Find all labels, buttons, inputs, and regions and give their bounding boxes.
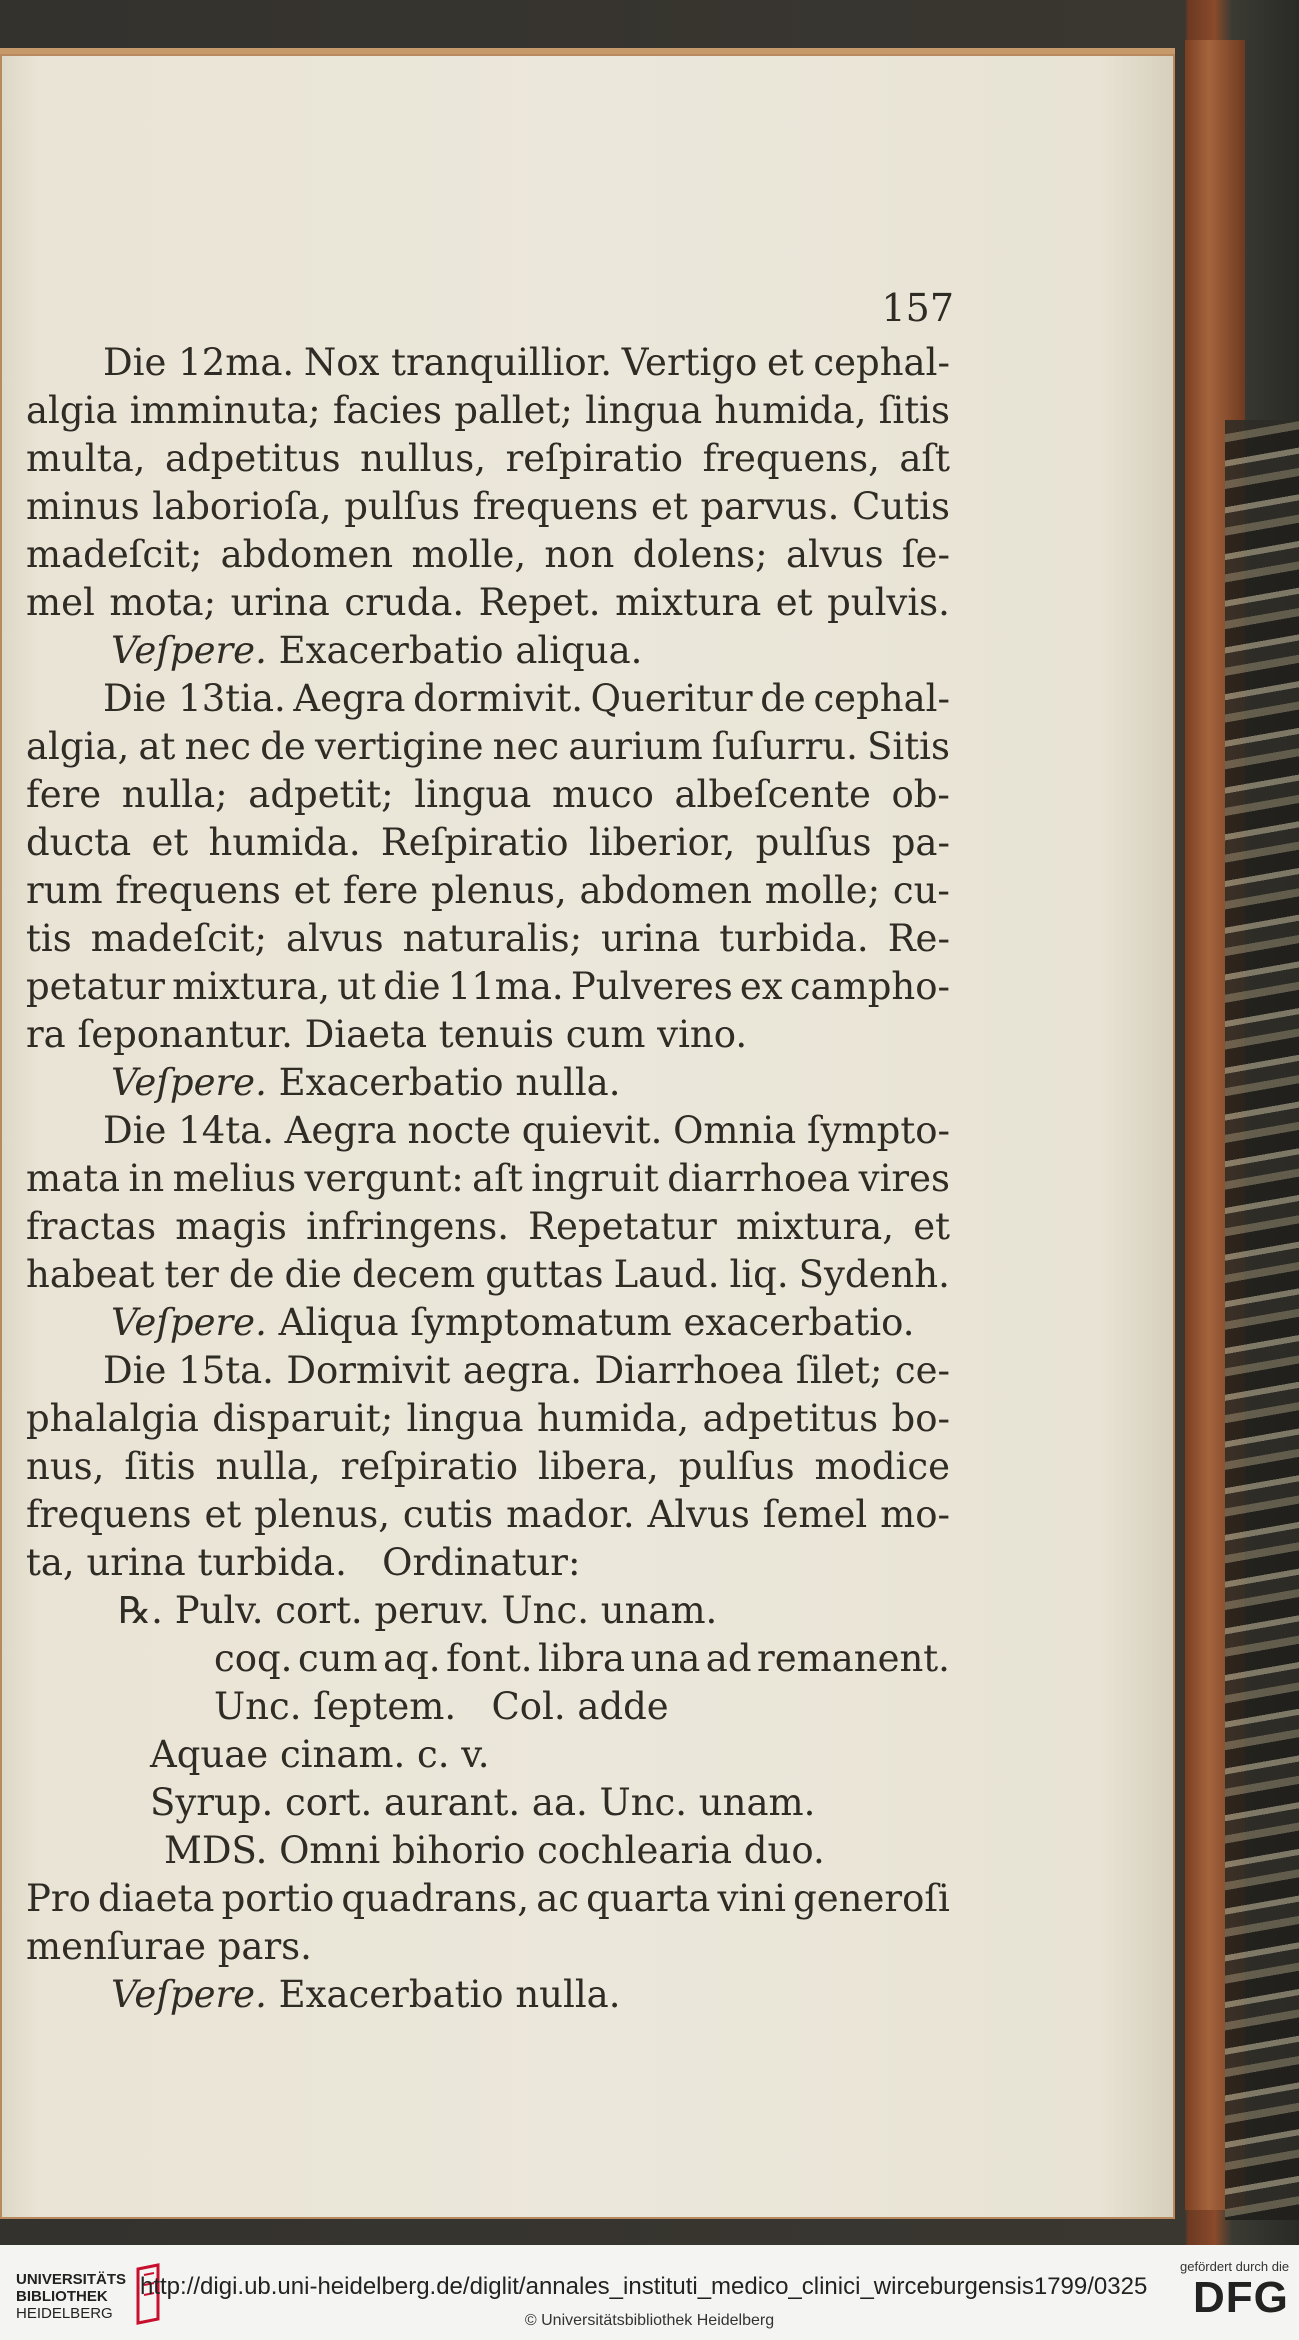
text-word: quievit. <box>521 1109 663 1152</box>
text-word: nec <box>492 725 560 768</box>
text-word: Ordinatur: <box>346 1541 581 1584</box>
library-name-line2: BIBLIOTHEK <box>16 2288 108 2305</box>
copyright-notice: © Universitätsbibliothek Heidelberg <box>524 2312 775 2329</box>
text-word: libra <box>537 1637 626 1680</box>
text-word: ſe- <box>901 533 950 576</box>
text-word: vertigine <box>315 725 484 768</box>
text-word: pulvis. <box>827 581 950 624</box>
text-word: vergunt: <box>304 1157 464 1200</box>
italic-label: Veſpere. <box>111 1973 267 2016</box>
text-word: ingruit <box>531 1157 659 1200</box>
text-word: menſurae pars. <box>26 1925 312 1968</box>
text-word: Alvus <box>647 1493 750 1536</box>
text-line <box>26 531 950 579</box>
text-word: alvus <box>785 533 884 576</box>
text-word: aq. <box>383 1637 441 1680</box>
text-word: lingua <box>585 389 703 432</box>
text-word: frequens <box>115 869 281 912</box>
text-word: mo- <box>880 1493 950 1536</box>
text-word: Sitis <box>867 725 950 768</box>
text-line <box>26 483 950 531</box>
text-word: die <box>383 965 441 1008</box>
text-word: ſitis <box>124 1445 196 1488</box>
text-line <box>26 915 950 963</box>
page-text <box>26 339 950 2019</box>
text-word: mixtura <box>615 581 762 624</box>
text-word: naturalis; <box>402 917 583 960</box>
text-word: petatur <box>26 965 165 1008</box>
text-word: Vertigo <box>621 341 758 384</box>
text-line <box>26 1827 950 1875</box>
text-word: turbida. <box>719 917 869 960</box>
text-word: ſemel <box>762 1493 868 1536</box>
text-word: 11ma. <box>447 965 564 1008</box>
text-word: reſpiratio <box>505 437 684 480</box>
text-line <box>26 1731 950 1779</box>
text-word: frequens <box>26 1493 192 1536</box>
text-line <box>26 1875 950 1923</box>
text-word: et <box>204 1493 242 1536</box>
text-line <box>26 963 950 1011</box>
text-word: pa- <box>891 821 950 864</box>
library-name-line3: HEIDELBERG <box>16 2305 113 2322</box>
text-word: Die 12ma. <box>103 341 295 384</box>
text-word: ac <box>536 1877 579 1920</box>
text-word: et <box>651 485 688 528</box>
text-word: vini <box>717 1877 786 1920</box>
text-line <box>26 1155 950 1203</box>
viewer-footer <box>0 2245 1299 2340</box>
text-word: imminuta; <box>129 389 321 432</box>
text-line <box>26 1395 950 1443</box>
text-word: frequens, <box>702 437 880 480</box>
text-word: et <box>766 341 804 384</box>
italic-label: Veſpere. <box>111 1301 267 1344</box>
text-word: vires <box>858 1157 950 1200</box>
text-word: multa, <box>26 437 146 480</box>
text-word: Omnia <box>673 1109 797 1152</box>
text-line <box>26 579 950 627</box>
text-word: Dormivit <box>286 1349 451 1392</box>
text-word: mixtura, <box>736 1205 895 1248</box>
italic-label: Veſpere. <box>111 1061 267 1104</box>
text-word: pulſus <box>755 821 872 864</box>
text-word: Aliqua ſymptomatum exacerbatio. <box>266 1301 915 1344</box>
text-word: ℞. Pulv. cort. peruv. Unc. unam. <box>118 1589 718 1632</box>
text-word: habeat <box>26 1253 155 1296</box>
text-line <box>26 1251 950 1299</box>
text-word: urina <box>230 581 330 624</box>
text-word: minus <box>26 485 140 528</box>
page-number: 157 <box>881 286 954 330</box>
text-word: ob- <box>891 773 950 816</box>
text-word: Re- <box>887 917 950 960</box>
text-word: aegra. <box>462 1349 583 1392</box>
text-word: madeſcit; <box>90 917 267 960</box>
text-line <box>26 339 950 387</box>
text-word: humida, <box>536 1397 690 1440</box>
text-word: disparuit; <box>212 1397 394 1440</box>
text-word: libera, <box>538 1445 659 1488</box>
text-word: mador. <box>506 1493 635 1536</box>
text-word: pulſus <box>344 485 461 528</box>
text-word: ex <box>739 965 783 1008</box>
text-word: Diarrhoea <box>594 1349 784 1392</box>
text-line <box>26 1491 950 1539</box>
text-word: ut <box>337 965 376 1008</box>
text-word: nulla; <box>121 773 228 816</box>
text-word: algia <box>26 389 118 432</box>
text-word: ſitis <box>878 389 950 432</box>
text-word: muco <box>551 773 654 816</box>
text-word: una <box>630 1637 701 1680</box>
text-word: de <box>260 725 306 768</box>
text-word: phalalgia <box>26 1397 199 1440</box>
text-word: facies <box>332 389 443 432</box>
book-page <box>0 48 1175 2219</box>
text-word: cutis <box>402 1493 494 1536</box>
text-word: nulla, <box>215 1445 321 1488</box>
text-word: madeſcit; <box>26 533 203 576</box>
text-word: diaeta <box>98 1877 215 1920</box>
text-word: ter <box>164 1253 219 1296</box>
text-word: nus, <box>26 1445 105 1488</box>
text-word: MDS. Omni bihorio cochlearia duo. <box>164 1829 825 1872</box>
text-word: albeſcente <box>674 773 871 816</box>
text-word: Repetatur <box>528 1205 717 1248</box>
text-line <box>26 1683 950 1731</box>
text-line <box>26 1203 950 1251</box>
text-word: pallet; <box>454 389 573 432</box>
text-word: reſpiratio <box>340 1445 519 1488</box>
text-word: et <box>913 1205 950 1248</box>
text-word: at <box>138 725 176 768</box>
text-line <box>26 771 950 819</box>
text-word: Die 13tia. <box>103 677 286 720</box>
text-word: et <box>775 581 813 624</box>
text-line <box>26 1779 950 1827</box>
text-line <box>26 1011 950 1059</box>
text-word: ſympto- <box>806 1109 950 1152</box>
text-word: fractas <box>26 1205 157 1248</box>
text-word: et <box>293 869 331 912</box>
text-word: ad <box>705 1637 752 1680</box>
marbled-cover-edge <box>1225 420 1299 2220</box>
text-word: generoſi <box>793 1877 950 1920</box>
text-word: pulſus <box>678 1445 795 1488</box>
text-word: Cutis <box>852 485 950 528</box>
library-name-line1: UNIVERSITÄTS <box>16 2271 127 2288</box>
text-word: Col. adde <box>456 1685 669 1728</box>
text-word: abdomen <box>579 869 753 912</box>
text-word: tis <box>26 917 72 960</box>
text-word: ce- <box>894 1349 950 1392</box>
text-word: guttas <box>485 1253 604 1296</box>
text-word: ta, <box>26 1541 75 1584</box>
text-word: portio <box>221 1877 335 1920</box>
text-word: aſt <box>472 1157 523 1200</box>
dfg-logo[interactable]: DFG <box>1193 2273 1289 2322</box>
text-word: aurium <box>568 725 703 768</box>
text-word: in <box>128 1157 165 1200</box>
text-word: adpetitus <box>702 1397 879 1440</box>
text-word: et <box>151 821 189 864</box>
text-word: infringens. <box>306 1205 509 1248</box>
text-word: nec <box>184 725 252 768</box>
text-word: Die 15ta. <box>103 1349 274 1392</box>
text-line <box>26 1971 950 2019</box>
funding-note: gefördert durch die <box>1180 2259 1290 2274</box>
text-line <box>26 1107 950 1155</box>
text-word: laborioſa, <box>152 485 332 528</box>
text-word: font. <box>446 1637 533 1680</box>
text-word: molle, <box>411 533 527 576</box>
text-word: molle; <box>764 869 881 912</box>
text-line <box>26 1443 950 1491</box>
text-word: Queritur <box>590 677 753 720</box>
text-line <box>26 1539 950 1587</box>
text-word: decem <box>351 1253 476 1296</box>
text-word: abdomen <box>220 533 394 576</box>
text-word: ra ſeponantur. <box>26 1013 293 1056</box>
text-word: Laud. <box>613 1253 720 1296</box>
text-word: cruda. <box>344 581 465 624</box>
text-word: urina <box>601 917 701 960</box>
text-word: mixtura, <box>172 965 331 1008</box>
text-word: liq. <box>729 1253 789 1296</box>
text-line <box>26 675 950 723</box>
text-word: Aegra <box>293 677 406 720</box>
text-word: ſilet; <box>795 1349 883 1392</box>
text-word: fere <box>343 869 419 912</box>
text-word: rum <box>26 869 103 912</box>
text-word: die <box>284 1253 342 1296</box>
text-word: Die 14ta. <box>103 1109 274 1152</box>
text-word: coq. <box>214 1637 293 1680</box>
text-word: dolens; <box>632 533 768 576</box>
text-line <box>26 1299 950 1347</box>
text-word: cephal- <box>813 677 950 720</box>
text-word: diarrhoea <box>667 1157 851 1200</box>
text-word: cum <box>297 1637 378 1680</box>
text-word: adpetit; <box>248 773 394 816</box>
text-word: Repet. <box>478 581 601 624</box>
text-word: bo- <box>891 1397 950 1440</box>
text-word: Pulveres <box>570 965 733 1008</box>
text-word: Exacerbatio nulla. <box>266 1061 621 1104</box>
text-word: Nox tranquillior. <box>303 341 613 384</box>
text-word: modice <box>814 1445 950 1488</box>
text-word: de <box>228 1253 275 1296</box>
text-word: nullus, <box>360 437 487 480</box>
text-line <box>26 1587 950 1635</box>
text-word: magis <box>175 1205 287 1248</box>
text-word: humida, <box>714 389 867 432</box>
text-word: plenus, <box>254 1493 390 1536</box>
text-word: Exacerbatio aliqua. <box>266 629 643 672</box>
text-line <box>26 1923 950 1971</box>
text-word: adpetitus <box>164 437 341 480</box>
text-word: nocte <box>407 1109 512 1152</box>
text-word: non <box>544 533 615 576</box>
text-line <box>26 723 950 771</box>
text-word: Pro <box>26 1877 91 1920</box>
text-word: humida. <box>208 821 361 864</box>
text-word: Unc. ſeptem. <box>214 1685 457 1728</box>
text-word: quarta <box>586 1877 711 1920</box>
text-word: Exacerbatio nulla. <box>266 1973 621 2016</box>
text-word: alvus <box>285 917 384 960</box>
text-word: de <box>760 677 806 720</box>
text-line <box>26 819 950 867</box>
text-word: Sydenh. <box>798 1253 950 1296</box>
text-word: ſuſurru. <box>711 725 858 768</box>
text-word: Syrup. cort. aurant. aa. Unc. unam. <box>150 1781 816 1824</box>
text-word: parvus. <box>700 485 840 528</box>
text-word: ducta <box>26 821 132 864</box>
text-word: melius <box>172 1157 297 1200</box>
text-word: dormivit. <box>413 677 584 720</box>
text-word: Aegra <box>284 1109 397 1152</box>
text-line <box>26 627 950 675</box>
text-word: lingua <box>406 1397 524 1440</box>
text-line <box>26 435 950 483</box>
text-word: mata <box>26 1157 121 1200</box>
text-word: cephal- <box>813 341 950 384</box>
text-word: frequens <box>472 485 639 528</box>
text-word: remanent. <box>757 1637 950 1680</box>
permalink-url[interactable]: http://digi.ub.uni-heidelberg.de/diglit/annales_instituti_medico_clinici_wirceburgensis1799/0325 <box>140 2273 1148 2300</box>
italic-label: Veſpere. <box>111 629 267 672</box>
text-line <box>26 387 950 435</box>
text-line <box>26 1635 950 1683</box>
text-word: plenus, <box>430 869 567 912</box>
text-word: lingua <box>414 773 532 816</box>
text-word: urina turbida. <box>74 1541 347 1584</box>
text-line <box>26 1347 950 1395</box>
text-word: mel <box>26 581 95 624</box>
text-word: cu- <box>892 869 950 912</box>
text-word: aſt <box>899 437 950 480</box>
text-word: Aquae cinam. c. v. <box>150 1733 490 1776</box>
text-word: quadrans, <box>341 1877 530 1920</box>
text-word: mota; <box>109 581 217 624</box>
text-word: Diaeta tenuis cum vino. <box>292 1013 748 1056</box>
text-word: campho- <box>789 965 950 1008</box>
text-word: Reſpiratio <box>380 821 569 864</box>
text-line <box>26 1059 950 1107</box>
text-word: algia, <box>26 725 130 768</box>
text-line <box>26 867 950 915</box>
text-word: liberior, <box>588 821 736 864</box>
text-word: fere <box>26 773 102 816</box>
